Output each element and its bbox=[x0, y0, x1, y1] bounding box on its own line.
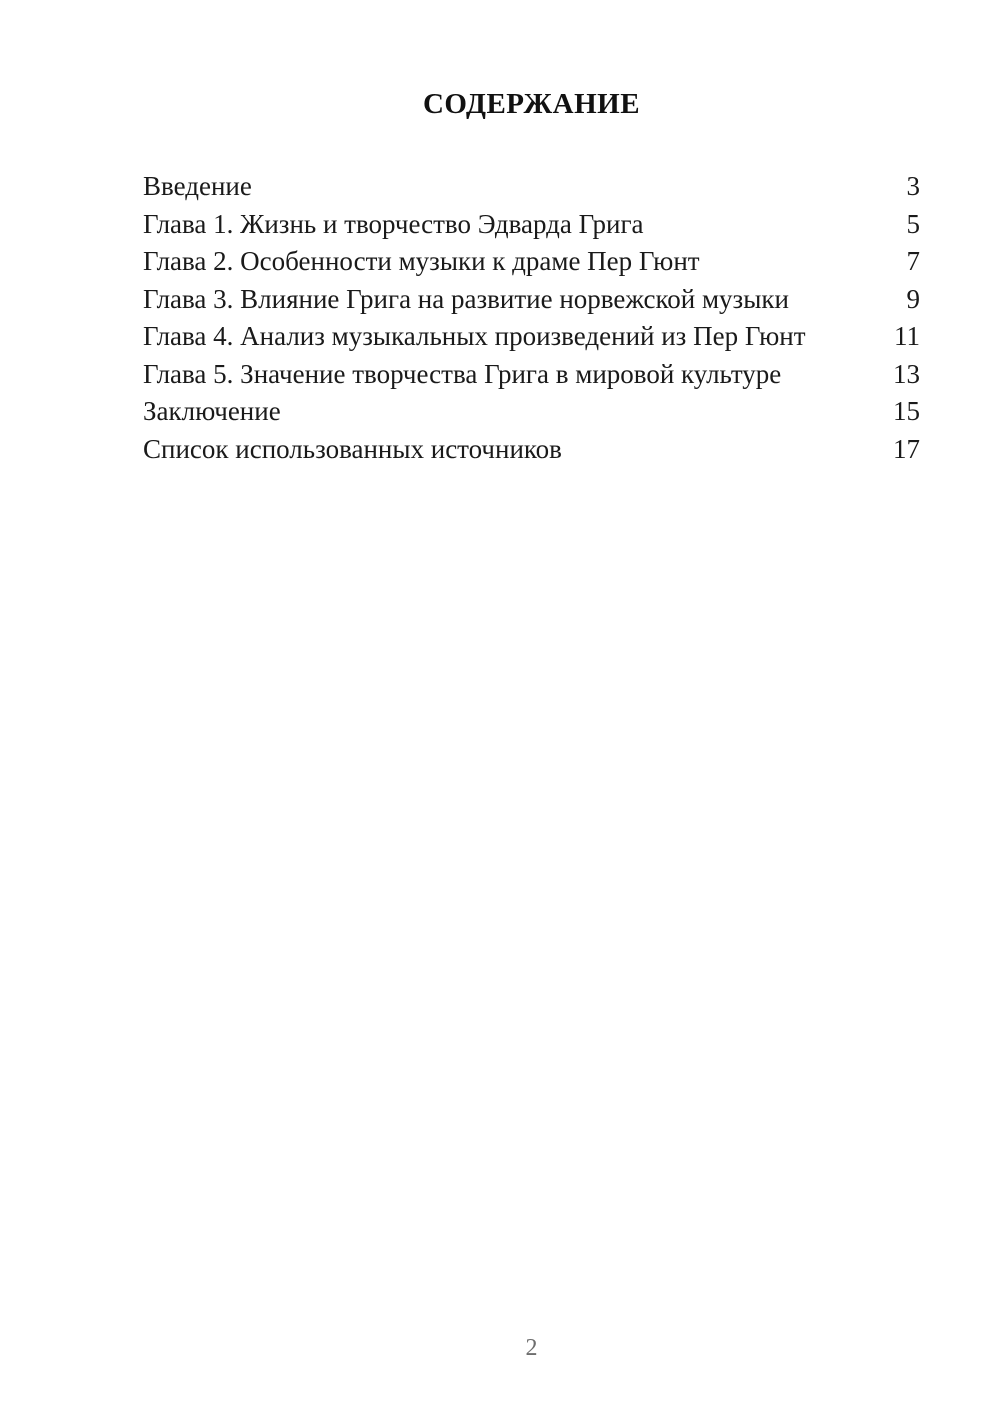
toc-entry bbox=[143, 168, 920, 206]
toc-entry-label: Список использованных источников bbox=[143, 433, 562, 464]
toc-entry bbox=[143, 318, 920, 356]
page-footer bbox=[143, 1334, 920, 1362]
page-title: СОДЕРЖАНИЕ bbox=[422, 88, 641, 120]
toc-entry-page-number: 5 bbox=[906, 208, 920, 239]
toc-entry-label: Глава 1. Жизнь и творчество Эдварда Грига bbox=[143, 208, 644, 239]
toc-entry-page-number: 11 bbox=[894, 321, 920, 351]
toc-list bbox=[143, 168, 920, 468]
toc-entry bbox=[143, 206, 920, 244]
toc-entry-label: Глава 4. Анализ музыкальных произведений из Пер Гюнт bbox=[143, 321, 806, 351]
footer-page-number: 2 bbox=[525, 1335, 538, 1361]
toc-entry-page-number: 9 bbox=[906, 283, 920, 314]
toc-entry-label: Введение bbox=[143, 171, 252, 201]
toc-entry-page-number: 17 bbox=[893, 433, 920, 464]
toc-entry bbox=[143, 243, 920, 281]
toc-entry-page-number: 3 bbox=[906, 171, 920, 201]
content-area bbox=[143, 0, 920, 468]
toc-entry-page-number: 13 bbox=[893, 358, 920, 389]
toc-entry-label: Заключение bbox=[143, 396, 281, 426]
toc-entry bbox=[143, 356, 920, 394]
toc-entry-page-number: 7 bbox=[906, 246, 920, 276]
toc-entry bbox=[143, 431, 920, 469]
toc-entry bbox=[143, 393, 920, 431]
toc-entry-label: Глава 2. Особенности музыки к драме Пер Гюнт bbox=[143, 246, 700, 276]
toc-entry bbox=[143, 281, 920, 319]
toc-entry-label: Глава 5. Значение творчества Грига в мировой культуре bbox=[143, 358, 782, 389]
toc-entry-page-number: 15 bbox=[893, 396, 920, 426]
toc-entry-label: Глава 3. Влияние Грига на развитие норвежской музыки bbox=[143, 283, 789, 314]
